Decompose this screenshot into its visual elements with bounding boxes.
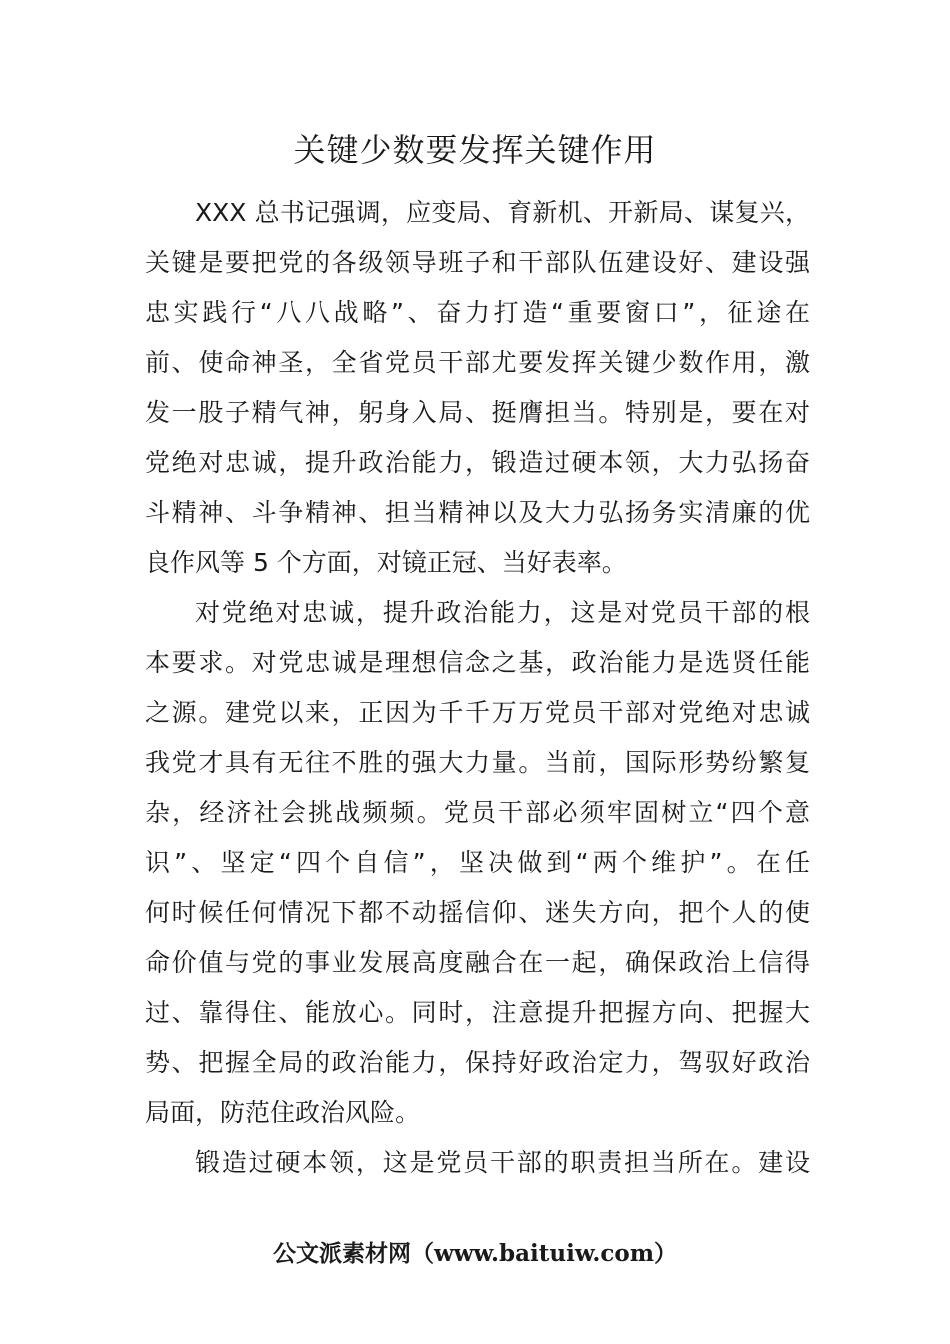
body-text-line: 局面，防范住政治风险。 <box>145 1098 421 1127</box>
body-text-line: 锻造过硬本领，这是党员干部的职责担当所在。建设 <box>195 1148 810 1177</box>
body-text-line: 过、靠得住、能放心。同时，注意提升把握方向、把握大 <box>145 998 810 1027</box>
body-text-line: 杂，经济社会挑战频频。党员干部必须牢固树立“四个意 <box>145 798 810 827</box>
body-text-line: 忠实践行“八八战略”、奋力打造“重要窗口”，征途在 <box>145 298 810 327</box>
body-text-line: 本要求。对党忠诚是理想信念之基，政治能力是选贤任能 <box>145 648 810 677</box>
body-text-line: 对党绝对忠诚，提升政治能力，这是对党员干部的根 <box>195 598 810 627</box>
body-text-line: 良作风等 5 个方面，对镜正冠、当好表率。 <box>145 548 627 577</box>
document-body <box>145 188 810 1188</box>
footer-source: 公文派素材网（www.baituiw.com） <box>272 1240 678 1267</box>
body-text-line: 发一股子精气神，躬身入局、挺膺担当。特别是，要在对 <box>145 398 810 427</box>
body-text-line: 我党才具有无往不胜的强大力量。当前，国际形势纷繁复 <box>145 748 810 777</box>
body-text-line: 关键是要把党的各级领导班子和干部队伍建设好、建设强 <box>145 248 810 277</box>
body-text-line: 之源。建党以来，正因为千千万万党员干部对党绝对忠诚 <box>145 698 810 727</box>
body-text-line: 命价值与党的事业发展高度融合在一起，确保政治上信得 <box>145 948 810 977</box>
body-text-line: 党绝对忠诚，提升政治能力，锻造过硬本领，大力弘扬奋 <box>145 448 810 477</box>
body-text-line: 斗精神、斗争精神、担当精神以及大力弘扬务实清廉的优 <box>145 498 810 527</box>
body-text-line: 识”、坚定“四个自信”，坚决做到“两个维护”。在任 <box>145 848 810 877</box>
body-text-line: XXX 总书记强调，应变局、育新机、开新局、谋复兴， <box>195 198 810 227</box>
body-text-line: 势、把握全局的政治能力，保持好政治定力，驾驭好政治 <box>145 1048 810 1077</box>
body-text-line: 何时候任何情况下都不动摇信仰、迷失方向，把个人的使 <box>145 898 810 927</box>
document-title: 关键少数要发挥关键作用 <box>293 131 657 169</box>
body-text-line: 前、使命神圣，全省党员干部尤要发挥关键少数作用，激 <box>145 348 810 377</box>
